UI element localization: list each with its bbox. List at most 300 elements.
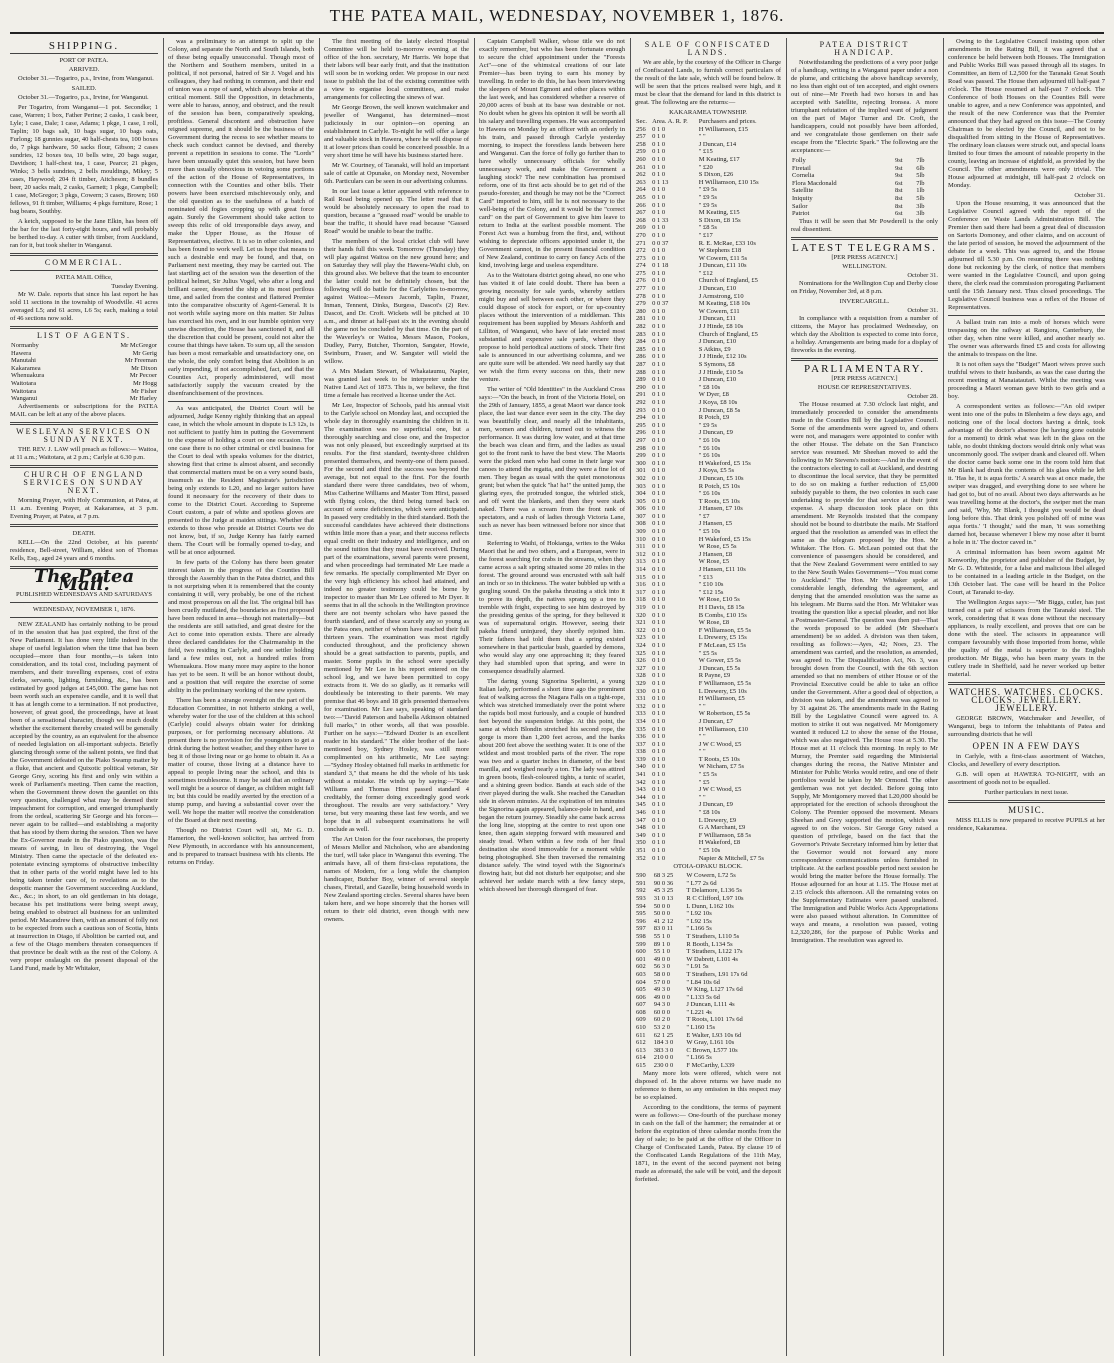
horse-pounds: 1lb <box>916 187 925 195</box>
agent-row <box>10 388 158 396</box>
lot-section: 299 <box>636 452 646 460</box>
lot-section: 276 <box>636 277 646 285</box>
lot-purchaser: J Duncan, £10 <box>698 285 737 293</box>
lot-area: 0 1 0 <box>652 497 666 505</box>
lot-section: 590 <box>636 872 646 880</box>
lot-section: 593 <box>636 894 646 902</box>
lot-row <box>635 1009 781 1017</box>
lot-area: 0 1 0 <box>652 186 666 194</box>
divider <box>10 326 158 329</box>
lot-row <box>635 627 781 635</box>
horse-row <box>791 157 938 165</box>
lot-section: 258 <box>636 140 646 148</box>
lot-row <box>635 619 781 627</box>
lot-section: 283 <box>636 330 646 338</box>
lot-section: 331 <box>636 695 646 703</box>
lot-section: 267 <box>636 209 646 217</box>
lot-row <box>635 376 781 384</box>
lot-area: 0 1 0 <box>652 664 666 672</box>
lot-purchaser: W King, L127 17s 6d <box>686 986 743 994</box>
lot-area: 0 1 0 <box>652 353 666 361</box>
horse-stone: 9st <box>894 172 903 180</box>
lot-section: 282 <box>636 323 646 331</box>
cricket-paragraph: The members of the local cricket club will have their hands full this week. Tomorrow (Thursday) they will play against Waitoa on the new ground here; and on Saturday they will play the Hawera-Waihi club, on this ground also. We believe that the team to encounter the latter could not be definitely chosen, but the following will do battle for the Carlyleites to-morrow, against Waitoa:—Messrs Jacomb, Taplin, Frazer, Inman, Tennent, Dinks, Burgess, Dascot's (2) Rev. Dascot, and Dr. Croft. Wickets will be pitched at 10 a.m., and dinner at half-past six in the evening should the game not be concluded by that time. On the part of the Waverley's or Waitoa, Messrs Mason, Fookes, Dudley, Parry, Butcher, Thornton, Sangster, Howie, Swinburn, Fraser, and W. Sangster will wield the willow. <box>324 238 469 365</box>
lot-section: 294 <box>636 414 646 422</box>
agents-table <box>10 342 158 403</box>
lot-row <box>635 536 781 544</box>
lot-area: 0 1 0 <box>652 254 666 262</box>
parliamentary-heading: PARLIAMENTARY. <box>804 362 925 375</box>
lot-row <box>635 566 781 574</box>
lot-area: 184 3 0 <box>653 1039 674 1047</box>
cargo-text: Per Togariro, from Wanganui—1 pot. Secondke; 1 case, Warren; 1 box, Father Perine; 2 casks, 1 cask beer, Lyle; 1 case, Dale; 1 case, Adams; 1 pkge, 1 case, 1 roll, Taplin; 10 bags salt, 10 bags sugar, 10 bags oats, Furlong; 18 gunnies sugar, 40 half-chests tea, 100 boxes do, 7 pkgs hardware, 50 sacks flour, Gibson; 2 cases sundries, 12 boxes tea, 10 bells wire, 20 bags sugar, Davidson; 1 half-chest tea, 1 case, Pearce; 21 pkges, Winks; 3 bells sundries, 2 bells mouldings, Mikey; 5 cases, Haywood; 204 ft timber, Aitcheson; 8 bundles beer, 20 sacks malt, 2 casks, Garnett; 1 pkge, Campbell; 1 case, McGregor; 3 pkgs, Cowern; 3 cases, Brown; 160 fellows, 91 ft timber, Williams; 4 pkgs furniture, Rose; 1 bag beans, Southby. <box>10 104 158 215</box>
lot-row <box>635 543 781 551</box>
lot-section: 598 <box>636 932 646 940</box>
lot-row <box>635 369 781 377</box>
lot-area: 0 1 0 <box>652 847 666 854</box>
district-court-paragraph: As was anticipated, the District Court will be adjourned, Judge Kenny rightly thinking that an appeal case, in which the whole amount in dispute is L3 12s, is not sufficient to justify him in putting the Government to the expense of holding a court on one occasion. The one case there is no other criminal or civil business for the Court to deal with speaks volumes for the district, showing first that crime is almost absent, and secondly that commercial matters must be on a very sound basis, inasmuch as the Resident Magistrate's jurisdiction being only extends to L20, and no larger suitors have found it necessary for the recovery of their dues to come to the District Court. According to Supreme Court custom, a pair of white and spotless gloves are presented to the Judge at maiden sittings. Whether that extends to those who preside at District Courts we do not know, but, if so, Judge Kenny has fairly earned them. The Court will be formally opened to-day, and will be at once adjourned. <box>168 405 314 556</box>
lot-row <box>635 726 781 734</box>
lot-purchaser: W Stephens £18 <box>698 247 742 255</box>
horse-row <box>791 187 938 195</box>
lot-section: 597 <box>636 925 646 933</box>
lot-row <box>635 300 781 308</box>
brown-paragraph: Mr George Brown, the well known watchmaker and jeweller of Wanganui, has determined—most judiciously in our opinion—on opening an establishment in Carlyle. To-night he will offer a large and valuable stock in Hawera, where he will dispose of it at lower prices than could be conceived possible. In a very short time he will have his business started here. <box>324 104 469 159</box>
lot-row <box>635 817 781 825</box>
horse-name: Iniquity <box>792 194 813 202</box>
lot-section: 611 <box>636 1031 646 1039</box>
lot-row <box>635 941 781 949</box>
wellington-date: October 31. <box>907 271 938 279</box>
lot-section: 264 <box>636 186 646 194</box>
lot-section: 591 <box>636 879 646 887</box>
lot-purchaser: W Nicham, £7 5s <box>698 763 745 771</box>
lot-section: 262 <box>636 171 646 179</box>
agent-row <box>10 350 158 358</box>
lot-row <box>635 262 781 270</box>
lot-row <box>635 437 781 445</box>
lot-row <box>635 133 781 141</box>
salt-spring-paragraph: Referring to Waihi, of Hokianga, writes to the Waka Maori that he and two others, and a European, were in the forest searching for crabs in the streams, when they came across a salt spring situated some 20 miles in the forest. The ground around was encrusted with salt half an inch or so in thickness. The water bubbled up with a gurgling sound. On the pakeha thrusting a stick into it to prove its depth, the natives sprang up a tree to tremble with fright, expecting to see him destroyed by the presiding genius of the spring, for they believed it was of supernatural origin. However, seeing their pakeha friend uninjured, they shortly rejoined him. Their fathers had told them that a spring existed somewhere in that particular bush, guarded by demons, who would slay any one approaching it; they feared they had stumbled upon that spring, and were in consequence dreadfully alarmed. <box>479 540 625 675</box>
lot-section: 602 <box>636 963 646 971</box>
agents-note: Advertisements or subscriptions for the PATEA MAIL can be left at any of the above places. <box>10 402 158 418</box>
niagara-paragraph: The daring young Signorina Spelterini, a young Italian lady, performed a short time ago the prominent feat of walking across the Niagara Falls on a tight-rope, which was stretched immediately over the point where the rapids boil most furiously, and a couple of hundred feet beyond the suspension bridge. At this point, the same at which Blondin stretched his second rope, the gorge is more than 1,200 feet across, and the banks about 200 feet above the seething water. It is one of the wildest and most troubled parts of the river. The rope was two and a quarter inches in diameter, of the best manilla, and weighed nearly a ton. The lady was attired in green boots, flesh-coloured tights, a tunic of scarlet, and a shining green bodice. Bands at each side of the river played during the walk. She reached the Canadian side in eleven minutes. At the expiration of ten minutes the Signorina again appeared, balance-pole in hand, and began the return journey. Steadily she came back across the long line, stopping at the centre to rest upon one knee, then again stepping forward with measured and steady tread. When within a few rods of her final destination she stood immovable for a moment while being photographed. She then traversed the remaining distance safely. The wind toyed with the Signorina's flowing hair, but did not disturb her equipoise; and she achieved her sedate march with a few fancy steps, which showed her thorough disregard of fear. <box>479 678 625 893</box>
lot-area: 50 0 0 <box>653 910 671 918</box>
horse-name: Sailor <box>792 202 808 210</box>
forests-paragraph: Captain Campbell Walker, whose title we do not exactly remember, but who has been fortunate enough to secure the chief appointment under the "Forests Act"—one of the whimsical creations of our late Premier—has been trying to earn his money by travelling. In order to do this, he has been interviewing the sleepers of Mount Egmont and other places within the last week, and has considered whether a reserve of 20,000 acres of bush at its base was desirable or not. No doubt when he gives his opinion it will be worth all his salary and travelling expenses. He was accompanied to Hawera on Monday by an officer with an orderly in his train, and passed through Carlyle yesterday morning, to inspect the forestless lands between here and Wanganui. Can the force of folly go further than to have wholly unnecessary officials for wholly unnecessary work, and make the Government a laughing stock? The new combination has promised reform, one of its first acts should be to get rid of the pseudo-forester, and though he may not be the "Correct Card" imported to him, still he is not necessary to the well-being of the Colony, and it would be the "correct card" on the part of Government to give him leave to return to India at the earliest possible moment. The Forest Act was a humbug from the first, and, without wishing to depreciate officers appointed under it, the Government cannot, in the present financial condition of New Zealand, continue to carry on fancy Acts of the kind, involving large and useless expenditure. <box>479 38 625 269</box>
scissors-paragraph: The Wellington Argus says:—"Mr Biggs, cutler, has just turned out a pair of scissors from the Taranaki steel. The work, considering that it was done without the necessary appliances, is really excellent, and proves that ore can be done with the steel. The scissors in appearance will compare favourably with those imported from home, while the quality of the metal is superior to the English production. Mr Biggs, who has been many years in the cutlery trade in Sheffield, said he never worked up better material. <box>948 599 1105 678</box>
lot-row <box>635 948 781 956</box>
lot-row <box>635 918 781 926</box>
lot-purchaser: W Cowern, £11 <box>698 307 740 315</box>
lot-area: 89 1 0 <box>653 940 671 948</box>
lot-section: 338 <box>636 748 646 756</box>
lot-area: 0 1 0 <box>652 626 666 634</box>
lot-purchaser: " £10 10s <box>698 581 724 589</box>
lot-section: 595 <box>636 910 646 918</box>
horse-pounds: 7lb <box>916 179 925 187</box>
lot-purchaser: H Williamson, £10 <box>698 725 748 733</box>
lot-purchaser: " £5 <box>698 778 710 786</box>
divider <box>948 800 1105 803</box>
lot-section: 329 <box>636 679 646 687</box>
horse-name: Satellite <box>792 187 814 195</box>
lot-area: 55 1 0 <box>653 948 671 956</box>
lot-row <box>635 832 781 840</box>
agent-row <box>10 365 158 373</box>
horse-row <box>791 203 938 211</box>
invercargill-date: October 31. <box>907 306 938 314</box>
commercial-heading: COMMERCIAL. <box>44 258 124 267</box>
sailed-text: October 31.—Togariro, p.s., Irvine, for Wanganui. <box>18 94 149 101</box>
lot-area: 0 1 0 <box>652 512 666 520</box>
lot-area: 0 1 0 <box>652 436 666 444</box>
lot-row <box>635 247 781 255</box>
lot-row <box>635 445 781 453</box>
lot-row <box>635 460 781 468</box>
lot-section: 310 <box>636 535 646 543</box>
lot-purchaser: " £9 5s <box>698 201 717 209</box>
lot-area: 55 1 0 <box>653 932 671 940</box>
lot-area: 0 1 0 <box>652 269 666 277</box>
lot-row <box>635 422 781 430</box>
township-heading: KAKARAMEA TOWNSHIP. <box>669 109 747 116</box>
lot-row <box>635 1024 781 1032</box>
lot-purchaser: H Wakeford, £5 15s <box>698 535 751 543</box>
lot-purchaser: J Duncan, £10 <box>698 338 737 346</box>
lot-section: 344 <box>636 793 646 801</box>
lot-section: 607 <box>636 1001 646 1009</box>
lot-purchaser: R Booth, L134 5s <box>686 940 733 948</box>
lot-row <box>635 872 781 880</box>
confiscated-intro: We are able, by the courtesy of the Officer in Charge of Confiscated Lands, to furnish correct particulars of the result of the late sale, which will be found below. It will be seen that the prices realised were high, and it must be clear that the demand for land in this district is great. The following are the returns:— <box>635 59 781 106</box>
lot-area: 0 1 0 <box>652 148 666 156</box>
lot-area: 0 1 0 <box>652 839 666 847</box>
lot-row <box>635 277 781 285</box>
lot-section: 323 <box>636 634 646 642</box>
lot-area: 0 1 0 <box>652 125 666 133</box>
lot-row <box>635 634 781 642</box>
lot-row <box>635 490 781 498</box>
lot-area: 0 1 0 <box>652 786 666 794</box>
arrived-text: October 31.—Togariro, p.s., Irvine, from Wanganui. <box>18 75 154 82</box>
lot-section: 275 <box>636 269 646 277</box>
horse-row <box>791 165 938 173</box>
lot-row <box>635 903 781 911</box>
lot-row <box>635 589 781 597</box>
column-rule <box>319 38 320 1356</box>
lot-section: 327 <box>636 664 646 672</box>
column-rule <box>786 38 787 1356</box>
lot-purchaser: R Potch, £5 10s <box>698 482 740 490</box>
horse-name: Patriot <box>792 210 810 218</box>
lot-purchaser: " L160 15s <box>686 1024 716 1032</box>
agent-name: Mr Hogg <box>132 379 157 387</box>
lot-area: 49 0 0 <box>653 955 671 963</box>
rail-road-paragraph: In our last issue a letter appeared with reference to Rail Road being opened up. The letter read that it would be absolutely necessary to open the road to question, because a "grassed road" would be unable to bear the traffic, it should have read because "Gassed Road" would be unable to bear the traffic. <box>324 188 469 235</box>
lot-purchaser: W Gray, L161 10s <box>686 1039 735 1047</box>
column-rule <box>163 38 164 1356</box>
lot-purchaser: R Payne, £9 <box>698 672 731 680</box>
death-heading: DEATH. <box>72 529 96 537</box>
wellington-text: Nominations for the Wellington Cup and Derby close on Friday, November 3rd, at 8 p.m. <box>791 279 938 295</box>
lot-purchaser: " L91 5s <box>686 963 709 971</box>
lot-area: 58 0 0 <box>653 970 671 978</box>
music-ad-text: MISS ELLIS is now prepared to receive PUPILS at her residence, Kakaramea. <box>948 817 1105 832</box>
lot-purchaser: R. E. McRae, £33 10s <box>698 239 756 247</box>
lot-row <box>635 596 781 604</box>
lot-row <box>635 748 781 756</box>
lot-area: 0 1 0 <box>652 224 666 232</box>
lot-purchaser: J Duncan, £11 <box>698 315 736 323</box>
lot-row <box>635 558 781 566</box>
lot-section: 610 <box>636 1024 646 1032</box>
lot-area: 0 1 0 <box>652 604 666 611</box>
lot-row <box>635 925 781 933</box>
horse-name: Firetail <box>792 164 811 172</box>
lot-row <box>635 141 781 149</box>
lot-row <box>635 574 781 582</box>
lot-area: 210 0 0 <box>653 1054 674 1062</box>
lot-section: 270 <box>636 231 646 239</box>
column-6 <box>791 38 938 1356</box>
lot-purchaser: " L166 5s <box>686 925 712 933</box>
lot-section: 314 <box>636 566 646 574</box>
lot-row <box>635 338 781 346</box>
lot-row <box>635 308 781 316</box>
lot-section: 285 <box>636 345 646 353</box>
lot-section: 298 <box>636 444 646 452</box>
lot-purchaser: " £9 5s <box>698 193 717 201</box>
lot-purchaser: " " <box>698 748 706 756</box>
lot-purchaser: " £20 <box>698 163 713 171</box>
lot-purchaser: J Duncan, £9 <box>698 801 733 809</box>
agent-name: Mr Gerig <box>132 349 157 357</box>
school-well-paragraph: There has been a strange oversight on the part of the Education Committee, in not hitherto sinking a well, whereby water for the use of the children at this school (Carlyle) could always obtain water for drinking purposes, or for performing necessary ablutions. At present there is no provision for the youngsters to get a drink during the hottest weather, and they either have to beg it of those living near or go home to obtain it. As a matter of course, those living at a distance have to appeal to people living near the school, and this is sometimes troublesome. It may be said that an ordinary well might be a source of danger, as children might fall in; but this could be readily averted by the erection of a stump pump, and having a substantial cover over the well. We hope the matter will receive the consideration of the Board at their next meeting. <box>168 697 314 824</box>
lot-area: 383 3 0 <box>653 1046 674 1054</box>
lot-area: 0 1 0 <box>652 733 666 741</box>
lot-area: 0 1 0 <box>652 421 666 429</box>
lot-row <box>635 956 781 964</box>
lot-row <box>635 331 781 339</box>
lot-section: 347 <box>636 816 646 824</box>
lot-row <box>635 194 781 202</box>
lot-section: 316 <box>636 581 646 589</box>
lot-row <box>635 164 781 172</box>
lot-purchaser: " L166 5s <box>686 1054 712 1062</box>
lots-header-row <box>635 118 781 126</box>
lot-section: 340 <box>636 763 646 771</box>
lot-section: 281 <box>636 315 646 323</box>
lot-purchaser: " £17 <box>698 231 713 239</box>
lot-row <box>635 963 781 971</box>
lot-purchaser: J Hansen, £5 <box>698 520 733 528</box>
agent-place: Kakaramea <box>11 364 41 372</box>
lot-section: 284 <box>636 338 646 346</box>
lot-area: 0 1 0 <box>652 444 666 452</box>
lot-row <box>635 293 781 301</box>
aqua-fortis-paragraph: A correspondent writes as follows:—"An old swiper went into one of the pubs in Blenheim a few days ago, and noticing one of the local doctors having a drink, took advantage of the doctor's absence (he having gone outside for a moment) to drink what was left in the glass on the table, no doubt thinking doctors would drink only what was uncommonly good. The swiper drank and cleared off. When the doctor came back some one in the room told him that Mr Blank had drunk the contents of his glass while he left it. 'Has he, it is aqua fortis.' A search was at once made, the swiper was dragged, and everything done to see where he had got to, but of no avail. About two days afterwards as he was travelling home at the doctor's, the swiper met the man and said, 'Why, Mr Blank, I thought you would be dead long before this. That drink you polished off of mine was aqua fortis.' 'I thought,' said the man, 'it was something darned hot, because whenever I blew my nose after it burnt a hole in it.' The doctor caved in." <box>948 403 1105 546</box>
lot-row <box>635 1016 781 1024</box>
lot-area: 0 1 0 <box>652 588 666 596</box>
lot-area: 0 1 0 <box>652 755 666 763</box>
lot-row <box>635 695 781 703</box>
agent-place: Waitotara <box>11 387 37 395</box>
rating-bill-paragraph: Owing to the Legislative Council insisting upon other amendments in the Rating Bill, it was agreed that a conference be held between both Houses. The Immigration and Public Works Bill was passed through all its stages. In Committee, an item of L2,500 for the Taranaki Great South Road was passed. The House then adjourned till half-past 7 o'clock. The House resumed at half-past 7 o'clock. The Conference of both Houses on the Counties Bill were unable to agree, and a new Conference was appointed, and the result of the new Conference was that the Premier announced that they had agreed on this issue—The County Chairman to be elected by the Council, and not to be disqualified from sitting in the House of Representatives. The ordinary loan clauses were struck out, and special loans limited to four times the amount of rateable property in the county, leaving an increase of eightfold, as provided by the Council. The other amendments were only trivial. The House adjourned at midnight, till half-past 2 o'clock on Monday. <box>948 38 1105 189</box>
lot-area: 0 1 0 <box>652 550 666 558</box>
lot-section: 339 <box>636 755 646 763</box>
lot-purchaser: M Keating, £18 10s <box>698 300 751 308</box>
lot-section: 265 <box>636 193 646 201</box>
lot-row <box>635 847 781 855</box>
lot-purchaser: W Rose, £5 5s <box>698 543 737 551</box>
church-text: Morning Prayer, with Holy Communion, at Patea, at 11 a.m. Evening Prayer, at Kakaramea, at 3 p.m. Evening Prayer, at Patea, at 7 p.m. <box>10 496 158 520</box>
lot-area: 0 1 0 <box>652 854 666 862</box>
lot-section: 311 <box>636 543 646 551</box>
lot-purchaser: H Williamson, £15 <box>698 125 748 133</box>
paper-subtitle: PUBLISHED WEDNESDAYS AND SATURDAYS <box>15 590 153 598</box>
agent-name: Mr Fisher <box>131 387 157 395</box>
paper-nameplate: The Patea Mail. <box>33 565 135 595</box>
lot-section: 306 <box>636 505 646 513</box>
lot-area: 0 1 0 <box>652 771 666 779</box>
column-5 <box>635 38 781 1356</box>
lot-purchaser: " " <box>698 793 706 801</box>
lot-section: 608 <box>636 1008 646 1016</box>
lot-area: 60 0 0 <box>653 1008 671 1016</box>
lot-area: 0 1 13 <box>652 178 669 186</box>
lot-section: 343 <box>636 786 646 794</box>
lot-purchaser: Church of England, £5 <box>698 330 758 338</box>
lot-row <box>635 786 781 794</box>
wesleyan-text: THE REV. J. LAW will preach as follows:— Waitoa, at 11 a.m.; Waitotara, at 2 p.m.; Carlyle at 6.30 p.m. <box>10 445 158 461</box>
agent-row <box>10 357 158 365</box>
lot-row <box>635 994 781 1002</box>
divider <box>10 53 158 54</box>
lot-purchaser: Church of England, £5 <box>698 277 758 285</box>
lot-purchaser: " " <box>698 702 706 710</box>
interpreter-paragraph: A Mrs Madam Stewart, of Whakataumu, Napier, was granted last week to be interpreter under the Native Land Act of 1873. This is, we believe, the first time a female has received a license under the Act. <box>324 368 469 399</box>
lot-section: 324 <box>636 641 646 649</box>
lot-section: 335 <box>636 725 646 733</box>
lot-section: 604 <box>636 978 646 986</box>
lot-purchaser: J Duncan, £5 5s <box>698 664 741 672</box>
lot-row <box>635 528 781 536</box>
october-31-dateline: October 31. <box>1074 192 1105 199</box>
lot-row <box>635 414 781 422</box>
lot-row <box>635 346 781 354</box>
lot-purchaser: S Dixon, £8 15s <box>698 216 741 224</box>
lot-section: 594 <box>636 902 646 910</box>
horse-row <box>791 172 938 180</box>
lot-section: 263 <box>636 178 646 186</box>
press-agency-note: [PER PRESS AGENCY.] <box>831 374 898 382</box>
lot-section: 336 <box>636 733 646 741</box>
masthead-rule <box>10 32 1104 34</box>
lot-purchaser: C Brown, L577 10s <box>686 1046 738 1054</box>
lot-area: 0 1 0 <box>652 740 666 748</box>
lot-row <box>635 407 781 415</box>
lot-section: 308 <box>636 520 646 528</box>
lot-purchaser: J J Hinde, £8 10s <box>698 323 744 331</box>
house-date: October 28. <box>907 392 938 400</box>
lot-row <box>635 895 781 903</box>
lot-purchaser: " £6 10s <box>698 436 721 444</box>
lot-purchaser: " £9 5s <box>698 186 717 194</box>
lot-row <box>635 353 781 361</box>
lot-area: 0 1 0 <box>652 490 666 498</box>
lot-area: 0 1 0 <box>652 695 666 703</box>
lot-section: 288 <box>636 368 646 376</box>
lots-outro: Many more lots were offered, which were not disposed of. In the above returns we have made no reference to them, so any omission in this respect may be so explained. <box>635 1069 781 1101</box>
column-rule <box>630 38 631 1356</box>
column-3 <box>324 38 469 1356</box>
agent-place: Waitotara <box>11 379 37 387</box>
lot-section: 301 <box>636 467 646 475</box>
lot-purchaser: W Gower, £5 5s <box>698 657 741 665</box>
horse-pounds: 3lb <box>916 202 925 210</box>
lot-row <box>635 680 781 688</box>
lot-purchaser: " £12 15s <box>698 588 724 596</box>
lot-purchaser: " L84 10s 6d <box>686 978 720 986</box>
lot-row <box>635 285 781 293</box>
lot-purchaser: J Duncan, £11 10s <box>698 262 747 270</box>
agent-name: Mr Pecoer <box>129 372 157 380</box>
lot-row <box>635 771 781 779</box>
lot-area: 0 1 0 <box>652 672 666 680</box>
lot-section: 603 <box>636 970 646 978</box>
lot-section: 320 <box>636 611 646 619</box>
divider <box>10 524 158 527</box>
lot-area: 0 0 37 <box>652 239 669 247</box>
lot-row <box>635 910 781 918</box>
wellington-heading: WELLINGTON. <box>842 262 887 270</box>
lot-purchaser: B Combs, £10 15s <box>698 611 747 619</box>
lot-row <box>635 710 781 718</box>
lot-section: 341 <box>636 771 646 779</box>
lot-section: 278 <box>636 292 646 300</box>
lot-row <box>635 520 781 528</box>
handicap-heading: PATEA DISTRICT HANDICAP. <box>819 40 910 57</box>
divider <box>10 253 158 256</box>
lot-area: 0 1 0 <box>652 414 666 422</box>
wesleyan-heading: WESLEYAN SERVICES ON SUNDAY NEXT. <box>16 426 152 444</box>
watches-ad-hawera: G.B. will open at HAWERA TO-NIGHT, with an assortment of goods not to be equalled. <box>948 771 1105 786</box>
lot-row <box>635 657 781 665</box>
lot-section: 605 <box>636 986 646 994</box>
lot-area: 0 1 33 <box>652 216 669 224</box>
column-4 <box>479 38 625 1356</box>
lot-purchaser: R Potch, £9 <box>698 414 730 422</box>
lot-area: 0 1 0 <box>652 459 666 467</box>
invercargill-text: In compliance with a requisition from a number of citizens, the Mayor has proclaimed Wednesday, on which day the Abolition is expected to come into force, a holiday. Arrangements are being made for a display of fireworks in the evening. <box>791 314 938 354</box>
column-7 <box>948 38 1105 1356</box>
lot-section: 332 <box>636 702 646 710</box>
leader-article: NEW ZEALAND has certainly nothing to be proud of in the session that has just expired, the first of the New Parliament. It has done very little indeed in the shape of useful legislation when the time that has been occupied—more than four months,—is taken into consideration, and its total cost, including payment of members, and their travelling expenses, cost of extra clerks, servants, lighting, furnishing, &c., has been estimated by good judges at £45,000. The game has not been worth such an expensive candle, and it is well that it has at length come to a termination. If not productive, however, of great good, the proceedings, have at least been of a sensational character, though we much doubt whether the excitement thereby created will be generally accepted by the country, as an equivalent for the absence of needed legislation on all-important subjects. Briefly glancing through some of the salient points, we find that the Government defeated on the Piako Swamp matter by a fluke, that ancient and Quixotic political veteran, Sir George Grey, scoring his first and only win within a week of Parliament's meeting. Then came the reaction, when the Government threw down the gauntlet on this very question, challenged what may be deemed their impeachment for corruption, and emerged triumphantly from the ordeal, scattering Sir George and his forces—never again to be rallied—and establishing a majority that has stood by them during the session. Then we have the Ex-Governor made in the Piako question, was the means of saving, in lieu of destroying, the Vogel Ministry. Then came the spectacle of the defeated ex-potentate evincing symptoms of obstructive imbecility that in other parts of the world might have led to his being taken tender care of, to revelations as to the despotic manner the Government succeeding Auckland, &c., &c.; in short, to an old gentleman in his dotage, because his pet institutions were being swept away, being enabled to obstruct all business for an unlimited period. Mr Macandrew then, with an amount of folly not to be expected from such a cautious son of Scotia, hints at insurrection in Otago, if Abolition be carried out, and a few of the Otago members threaten consequences if that province be dealt with as the rest of the Colony. A very proper onslaught on the present disposal of the Land Fund, made by Mr Whitaker, <box>10 620 158 972</box>
lot-row <box>635 1001 781 1009</box>
watches-ad-open: OPEN IN A FEW DAYS <box>972 741 1081 751</box>
lot-area: 45 3 25 <box>653 887 674 895</box>
horse-name: Cornelia <box>792 172 815 180</box>
agent-row <box>10 395 158 403</box>
lot-row <box>635 672 781 680</box>
lot-section: 291 <box>636 391 646 399</box>
agent-name: Mr Harley <box>129 395 157 403</box>
lot-row <box>635 270 781 278</box>
lot-row <box>635 315 781 323</box>
lot-purchaser: J Duncan, £10 <box>698 376 737 384</box>
lot-section: 342 <box>636 778 646 786</box>
